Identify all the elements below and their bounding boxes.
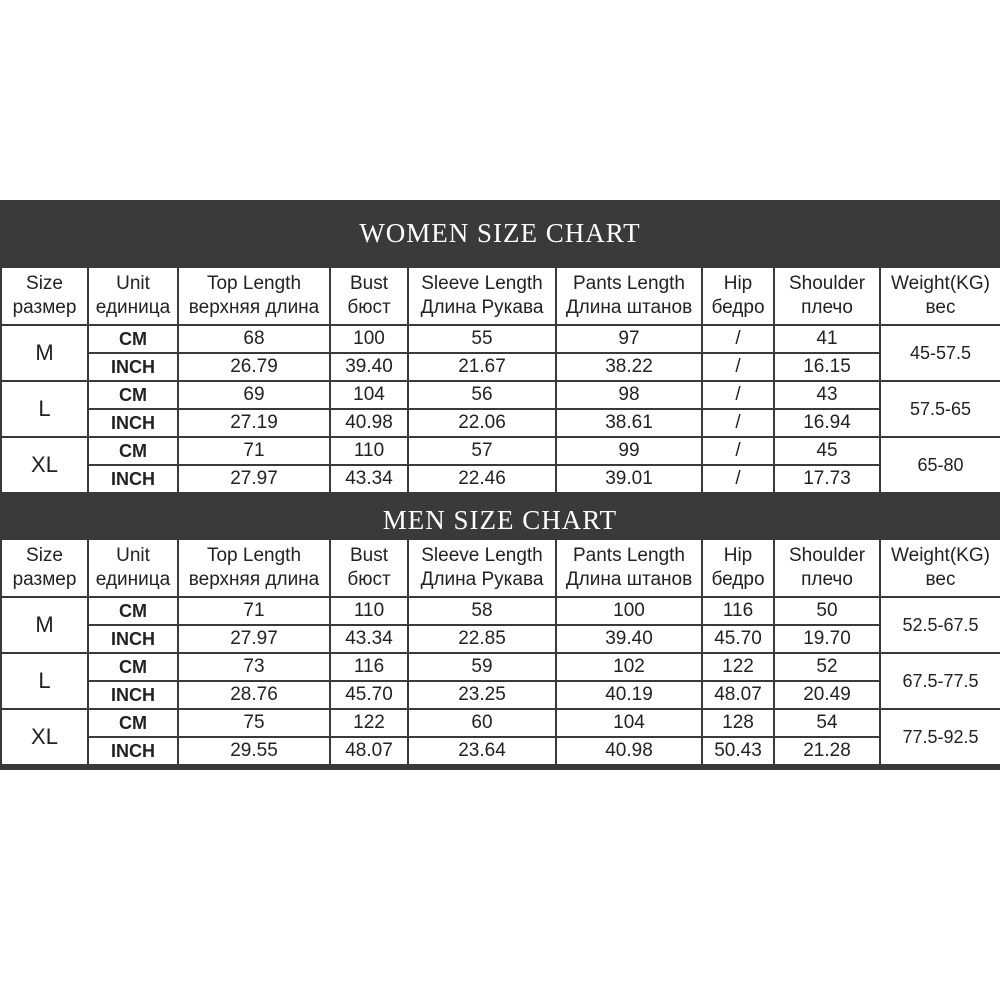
table-row — [1, 597, 1000, 625]
table-row — [1, 709, 1000, 737]
value-cell: 56 — [408, 381, 556, 409]
value-cell: 43 — [774, 381, 880, 409]
value-cell: 38.22 — [556, 353, 702, 381]
value-cell: / — [702, 381, 774, 409]
value-cell: 122 — [330, 709, 408, 737]
value-cell: 99 — [556, 437, 702, 465]
table-row — [1, 381, 1000, 409]
value-cell: 100 — [330, 325, 408, 353]
header-shoulder: Shoulder плечо — [774, 539, 880, 597]
header-weight: Weight(KG) вес — [880, 267, 1000, 325]
weight-cell: 65-80 — [880, 437, 1000, 493]
header-pants-length: Pants Length Длина штанов — [556, 539, 702, 597]
value-cell: 39.40 — [556, 625, 702, 653]
value-cell: 45.70 — [702, 625, 774, 653]
value-cell: 22.85 — [408, 625, 556, 653]
unit-cell: INCH — [88, 465, 178, 493]
women-chart-title: WOMEN SIZE CHART — [359, 217, 641, 248]
value-cell: 23.25 — [408, 681, 556, 709]
header-sleeve-length: Sleeve Length Длина Рукава — [408, 539, 556, 597]
women-size-table — [0, 266, 1000, 494]
value-cell: 28.76 — [178, 681, 330, 709]
value-cell: / — [702, 465, 774, 493]
header-weight: Weight(KG) вес — [880, 539, 1000, 597]
header-pants-length: Pants Length Длина штанов — [556, 267, 702, 325]
value-cell: / — [702, 437, 774, 465]
unit-cell: CM — [88, 437, 178, 465]
table-row — [1, 437, 1000, 465]
value-cell: 23.64 — [408, 737, 556, 765]
unit-cell: CM — [88, 709, 178, 737]
value-cell: 55 — [408, 325, 556, 353]
value-cell: 17.73 — [774, 465, 880, 493]
value-cell: 52 — [774, 653, 880, 681]
table-row — [1, 325, 1000, 353]
value-cell: 48.07 — [702, 681, 774, 709]
value-cell: / — [702, 409, 774, 437]
value-cell: 22.46 — [408, 465, 556, 493]
header-sleeve-length: Sleeve Length Длина Рукава — [408, 267, 556, 325]
table-header-row — [1, 539, 1000, 597]
table-row — [1, 353, 1000, 381]
table-row — [1, 625, 1000, 653]
value-cell: 48.07 — [330, 737, 408, 765]
unit-cell: CM — [88, 381, 178, 409]
value-cell: 16.15 — [774, 353, 880, 381]
header-unit: Unit единица — [88, 267, 178, 325]
unit-cell: INCH — [88, 409, 178, 437]
header-top-length: Top Length верхняя длина — [178, 267, 330, 325]
header-size: Size размер — [1, 267, 88, 325]
value-cell: 20.49 — [774, 681, 880, 709]
unit-cell: CM — [88, 325, 178, 353]
value-cell: 100 — [556, 597, 702, 625]
value-cell: 59 — [408, 653, 556, 681]
size-cell: L — [1, 653, 88, 709]
value-cell: 102 — [556, 653, 702, 681]
value-cell: 40.19 — [556, 681, 702, 709]
value-cell: 21.28 — [774, 737, 880, 765]
value-cell: 50.43 — [702, 737, 774, 765]
value-cell: 75 — [178, 709, 330, 737]
size-cell: XL — [1, 437, 88, 493]
value-cell: 27.19 — [178, 409, 330, 437]
value-cell: 104 — [556, 709, 702, 737]
size-cell: M — [1, 597, 88, 653]
table-header-row — [1, 267, 1000, 325]
value-cell: 58 — [408, 597, 556, 625]
value-cell: 116 — [702, 597, 774, 625]
size-cell: M — [1, 325, 88, 381]
value-cell: 98 — [556, 381, 702, 409]
header-unit: Unit единица — [88, 539, 178, 597]
value-cell: 40.98 — [556, 737, 702, 765]
header-shoulder: Shoulder плечо — [774, 267, 880, 325]
unit-cell: INCH — [88, 681, 178, 709]
value-cell: 19.70 — [774, 625, 880, 653]
table-row — [1, 653, 1000, 681]
header-hip: Hip бедро — [702, 267, 774, 325]
value-cell: 57 — [408, 437, 556, 465]
value-cell: 16.94 — [774, 409, 880, 437]
size-cell: XL — [1, 709, 88, 765]
header-size: Size размер — [1, 539, 88, 597]
value-cell: 60 — [408, 709, 556, 737]
value-cell: 54 — [774, 709, 880, 737]
header-top-length: Top Length верхняя длина — [178, 539, 330, 597]
value-cell: 50 — [774, 597, 880, 625]
table-row — [1, 737, 1000, 765]
value-cell: 43.34 — [330, 465, 408, 493]
unit-cell: INCH — [88, 625, 178, 653]
header-bust: Bust бюст — [330, 267, 408, 325]
value-cell: 68 — [178, 325, 330, 353]
value-cell: 40.98 — [330, 409, 408, 437]
table-row — [1, 409, 1000, 437]
weight-cell: 52.5-67.5 — [880, 597, 1000, 653]
value-cell: 116 — [330, 653, 408, 681]
weight-cell: 67.5-77.5 — [880, 653, 1000, 709]
value-cell: 39.01 — [556, 465, 702, 493]
value-cell: 122 — [702, 653, 774, 681]
value-cell: 39.40 — [330, 353, 408, 381]
value-cell: 71 — [178, 437, 330, 465]
value-cell: / — [702, 325, 774, 353]
weight-cell: 45-57.5 — [880, 325, 1000, 381]
value-cell: 22.06 — [408, 409, 556, 437]
value-cell: 110 — [330, 597, 408, 625]
value-cell: 29.55 — [178, 737, 330, 765]
men-chart-title: MEN SIZE CHART — [382, 504, 618, 535]
value-cell: 73 — [178, 653, 330, 681]
weight-cell: 57.5-65 — [880, 381, 1000, 437]
value-cell: 38.61 — [556, 409, 702, 437]
header-hip: Hip бедро — [702, 539, 774, 597]
value-cell: 110 — [330, 437, 408, 465]
value-cell: 45.70 — [330, 681, 408, 709]
unit-cell: CM — [88, 653, 178, 681]
value-cell: 41 — [774, 325, 880, 353]
value-cell: 97 — [556, 325, 702, 353]
men-size-table — [0, 538, 1000, 766]
value-cell: 27.97 — [178, 625, 330, 653]
value-cell: 43.34 — [330, 625, 408, 653]
value-cell: 104 — [330, 381, 408, 409]
header-bust: Bust бюст — [330, 539, 408, 597]
size-chart — [0, 200, 1000, 770]
size-cell: L — [1, 381, 88, 437]
value-cell: 45 — [774, 437, 880, 465]
value-cell: 26.79 — [178, 353, 330, 381]
value-cell: 21.67 — [408, 353, 556, 381]
table-row — [1, 465, 1000, 493]
weight-cell: 77.5-92.5 — [880, 709, 1000, 765]
value-cell: 69 — [178, 381, 330, 409]
unit-cell: CM — [88, 597, 178, 625]
unit-cell: INCH — [88, 737, 178, 765]
table-row — [1, 681, 1000, 709]
unit-cell: INCH — [88, 353, 178, 381]
value-cell: 71 — [178, 597, 330, 625]
value-cell: / — [702, 353, 774, 381]
value-cell: 27.97 — [178, 465, 330, 493]
value-cell: 128 — [702, 709, 774, 737]
